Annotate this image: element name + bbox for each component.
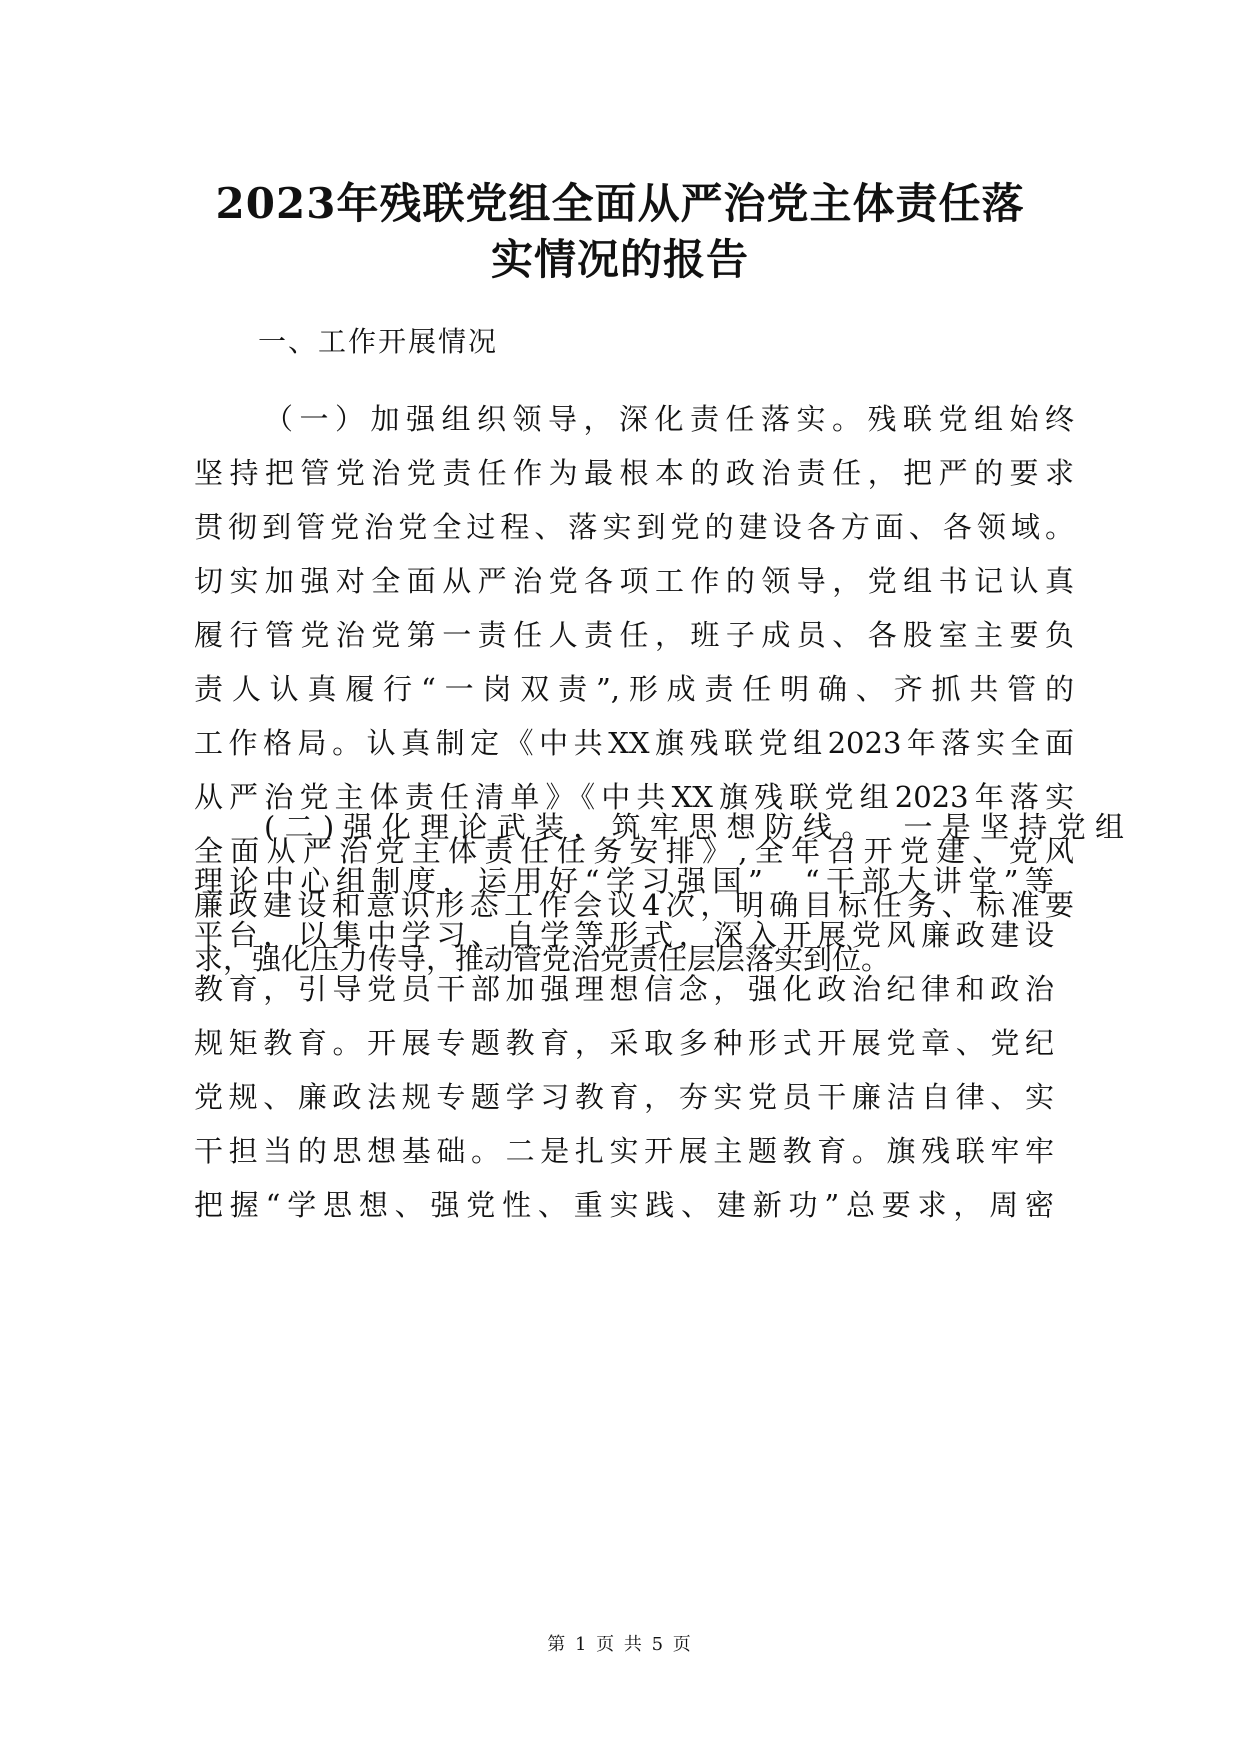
paragraph-line: 党规、廉政法规专题学习教育，夯实党员干廉洁自律、实 [194, 1080, 1054, 1114]
paragraph-line: 从严治党主体责任清单》《中共XX旗残联党组2023年落实 [194, 780, 1074, 814]
title-line: 实情况的报告 [490, 235, 749, 284]
page-footer: 第 1 页 共 5 页 [547, 1634, 693, 1655]
paragraph-theoretical-armament [194, 800, 1124, 1232]
paragraph-line: （一）加强组织领导，深化责任落实。残联党组始终 [264, 402, 1074, 436]
paragraph-line: (二)强化理论武装，筑牢思想防线。 一是坚持党组 [264, 810, 1124, 844]
paragraph-line: 把握“学思想、强党性、重实践、建新功”总要求，周密 [194, 1188, 1054, 1222]
paragraph-line: 干担当的思想基础。二是扎实开展主题教育。旗残联牢牢 [194, 1134, 1054, 1168]
paragraph-line: 履行管党治党第一责任人责任，班子成员、各股室主要负 [194, 618, 1074, 652]
paragraph-line: 切实加强对全面从严治党各项工作的领导，党组书记认真 [194, 564, 1074, 598]
paragraph-line: 平台，以集中学习、自学等形式，深入开展党风廉政建设 [194, 918, 1054, 952]
document-title [150, 176, 1090, 288]
paragraph-line: 贯彻到管党治党全过程、落实到党的建设各方面、各领域。 [194, 510, 1074, 544]
paragraph-line: 规矩教育。开展专题教育，采取多种形式开展党章、党纪 [194, 1026, 1054, 1060]
paragraph-line: 责人认真履行“一岗双责”,形成责任明确、齐抓共管的 [194, 672, 1074, 706]
paragraph-line: 坚持把管党治党责任作为最根本的政治责任，把严的要求 [194, 456, 1074, 490]
paragraph-line: 求，强化压力传导，推动管党治党责任层层落实到位。 [194, 942, 891, 976]
paragraph-line: 廉政建设和意识形态工作会议4次，明确目标任务、标准要 [194, 888, 1074, 922]
title-line: 2023年残联党组全面从严治党主体责任落 [215, 179, 1025, 228]
paragraph-line: 全面从严治党主体责任任务安排》,全年召开党建、党风 [194, 834, 1074, 868]
section-heading: 一、工作开展情况 [258, 325, 499, 358]
paragraph-line: 教育，引导党员干部加强理想信念，强化政治纪律和政治 [194, 972, 1054, 1006]
paragraph-line: 理论中心组制度，运用好“学习强国” “干部大讲堂”等 [194, 864, 1054, 898]
paragraph-line: 工作格局。认真制定《中共XX旗残联党组2023年落实全面 [194, 726, 1074, 760]
